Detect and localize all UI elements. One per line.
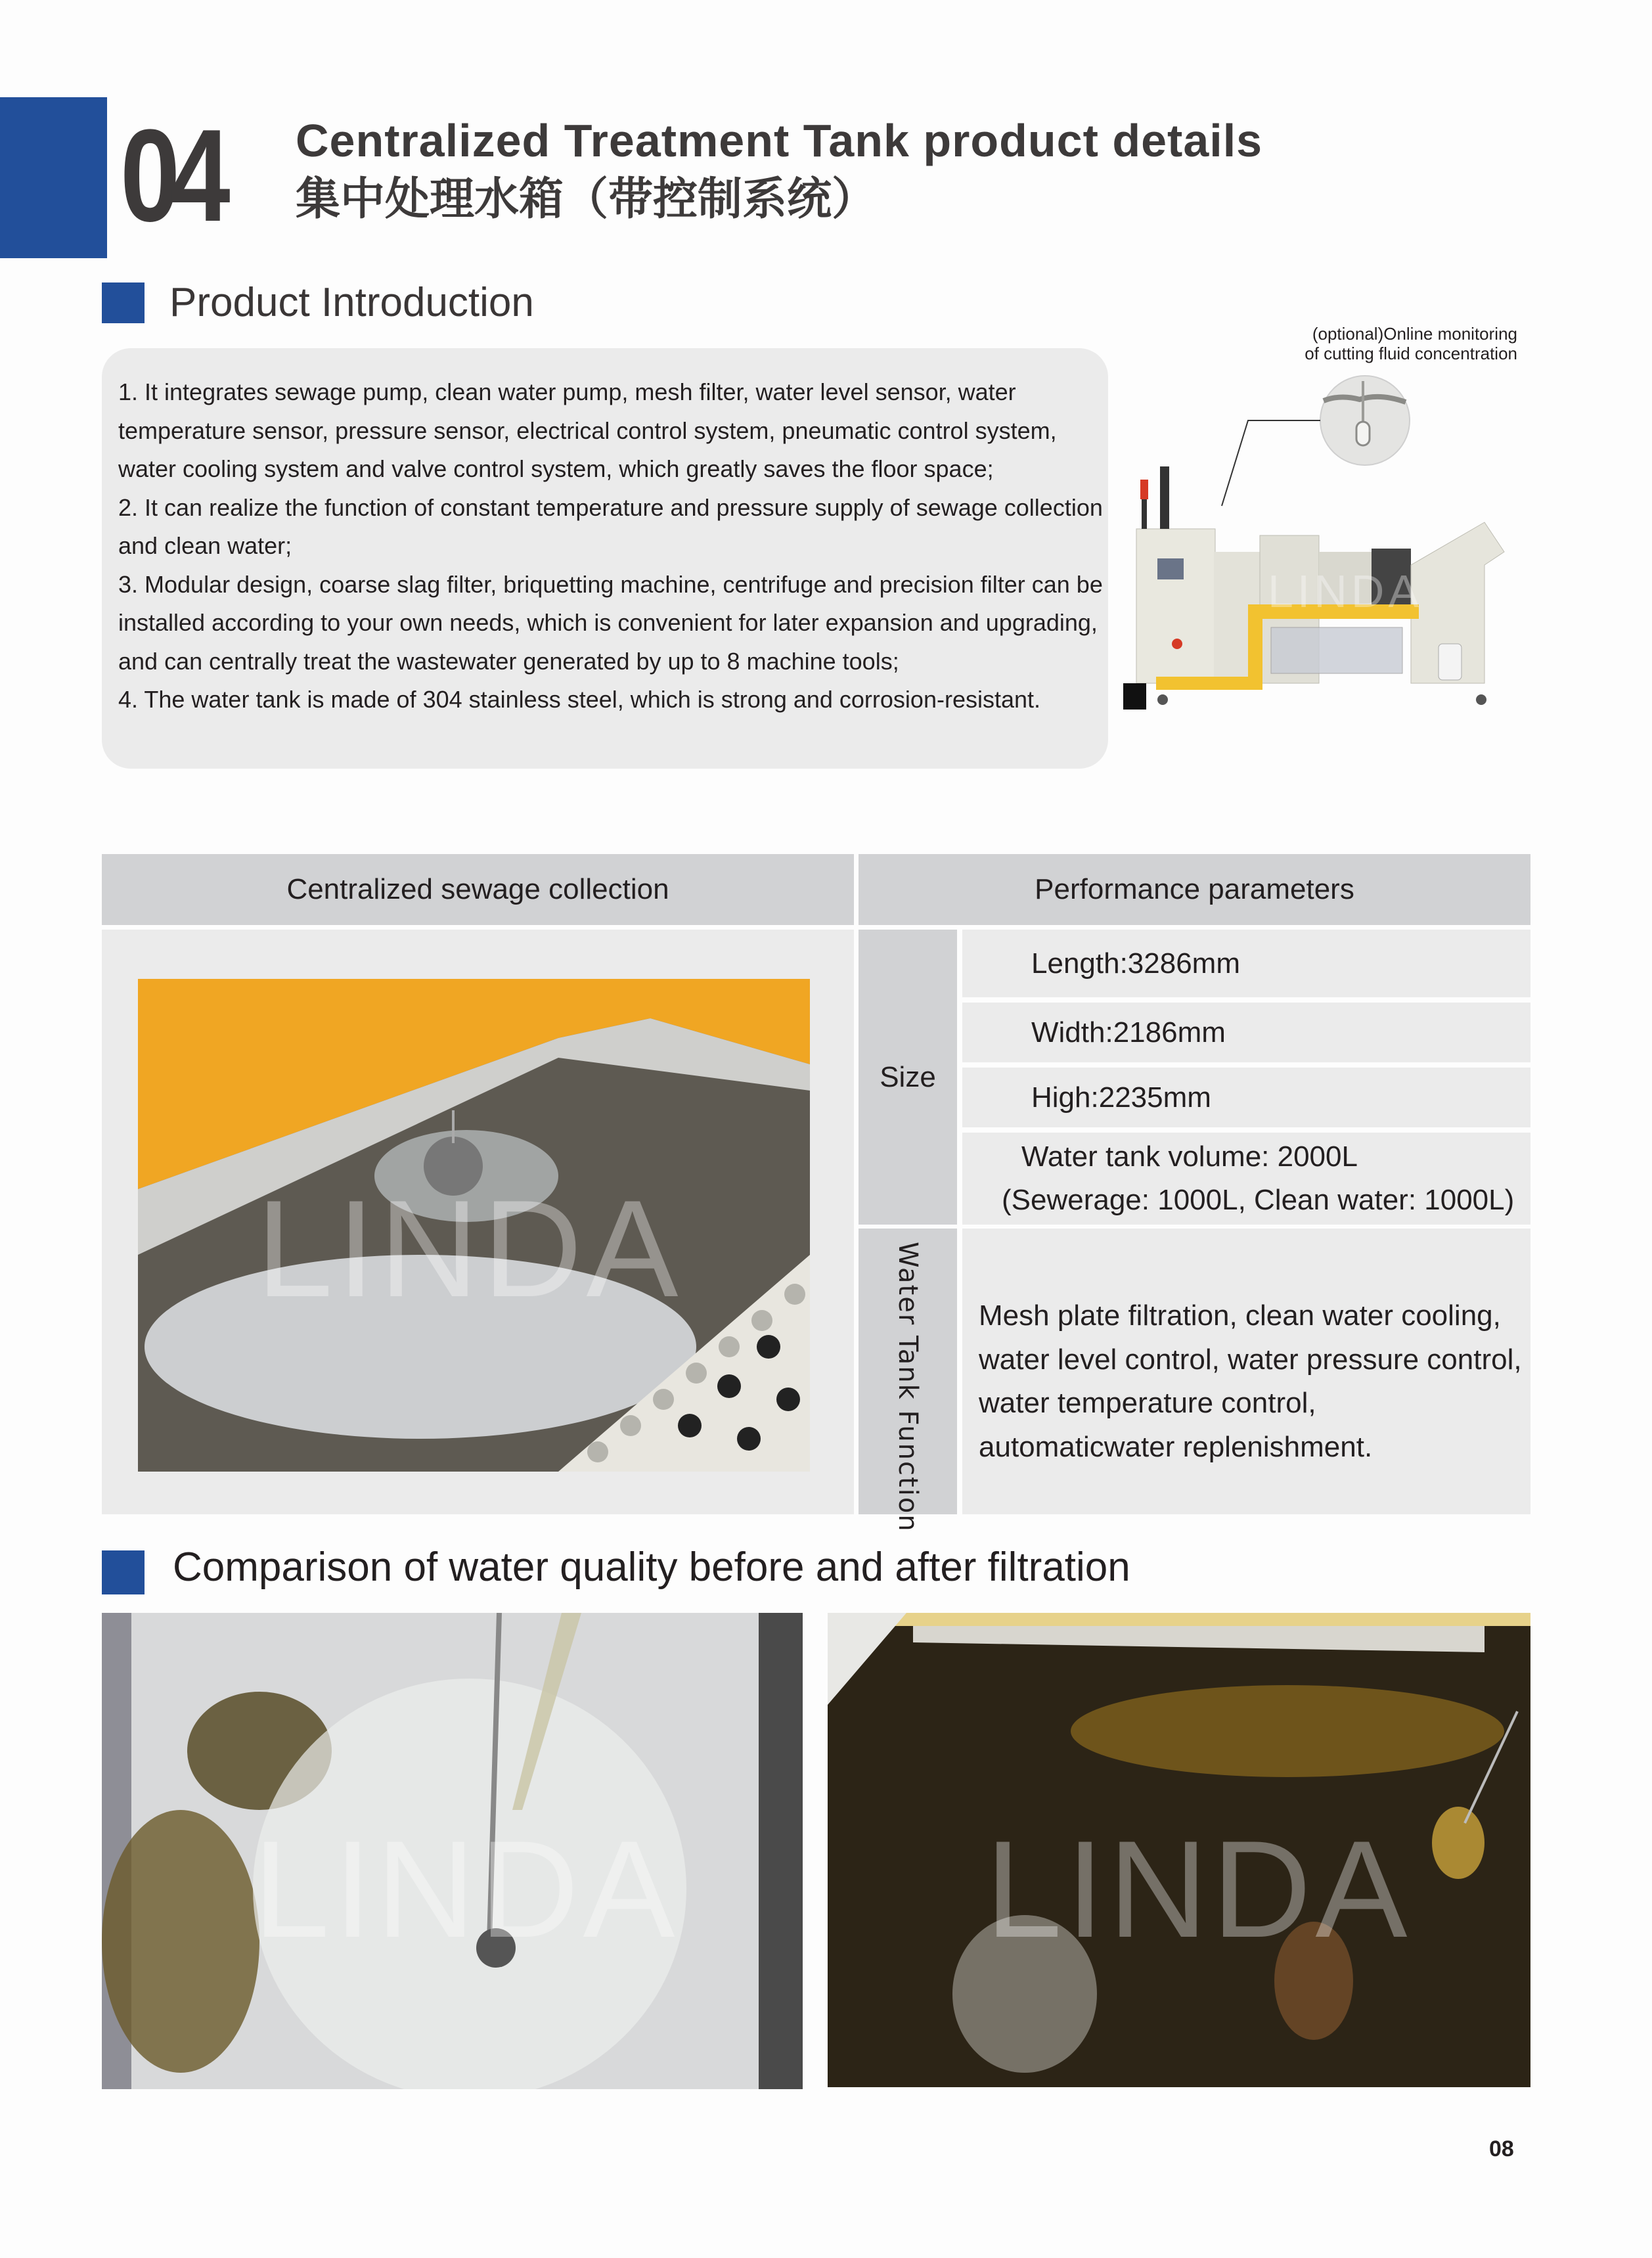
function-line-3: water temperature control, [979,1387,1316,1419]
before-filtration-photo [102,1613,803,2089]
length-value: Length:3286mm [962,930,1530,997]
intro-paragraph-3: 3. Modular design, coarse slag filter, briquetting machine, centrifuge and precision filter can be installed according to your own needs, which is convenient for later expansion and upgrading, and can centrally treat the wastewater generated by up to 8 machine tools; [118,570,1103,675]
page-title-cn: 集中处理水箱（带控制系统） [296,174,877,224]
function-line-1: Mesh plate filtration, clean water cooling, [979,1299,1501,1332]
sensor-detail-circle [1320,376,1410,465]
intro-paragraph-1: 1. It integrates sewage pump, clean water pump, mesh filter, water level sensor, water temperature sensor, pressure sensor, electrical control system, pneumatic control system, water cooling system and valve control system, which greatly saves the floor space; [118,378,1057,482]
page-number: 08 [1489,2136,1514,2161]
sewage-collection-photo [138,979,810,1472]
comparison-heading: Comparison of water quality before and after filtration [173,1545,1130,1590]
height-value: High:2235mm [962,1068,1530,1127]
caption-line-1: (optional)Online monitoring [1312,324,1517,344]
section-marker-icon [102,282,145,323]
sensor-probe-icon [1356,422,1370,445]
table-header-left: Centralized sewage collection [102,854,854,925]
photo-watermark: LINDA [256,1171,682,1326]
table-header-right: Performance parameters [859,854,1530,925]
callout-line [1222,420,1320,506]
intro-paragraph-4: 4. The water tank is made of 304 stainless steel, which is strong and corrosion-resistant. [118,686,1041,713]
volume-line-2: (Sewerage: 1000L, Clean water: 1000L) [1002,1184,1515,1216]
after-watermark: LINDA [985,1812,1412,1966]
before-watermark: LINDA [253,1812,679,1966]
volume-line-1: Water tank volume: 2000L [1021,1140,1358,1173]
function-label-text: Water Tank Function [893,1242,923,1533]
function-value [962,1229,1530,1514]
machine-image [1117,368,1524,736]
width-value: Width:2186mm [962,1003,1530,1062]
section-number: 04 [120,102,221,249]
size-label: Size [859,930,957,1225]
section-accent-block [0,97,107,258]
function-label [859,1229,957,1533]
image-caption [1274,324,1517,363]
image-watermark: LINDA [1268,566,1423,617]
intro-paragraph-2: 2. It can realize the function of constant temperature and pressure supply of sewage collection and clean water; [118,493,1103,559]
function-line-2: water level control, water pressure control, [979,1343,1522,1376]
section-marker-icon [102,1550,145,1594]
caption-line-2: of cutting fluid concentration [1305,344,1517,363]
volume-value [962,1133,1530,1225]
page-title-en: Centralized Treatment Tank product details [296,115,1263,166]
product-intro-heading: Product Introduction [169,280,534,325]
function-line-4: automaticwater replenishment. [979,1430,1373,1463]
after-filtration-photo [828,1613,1530,2087]
intro-text [118,373,1104,719]
